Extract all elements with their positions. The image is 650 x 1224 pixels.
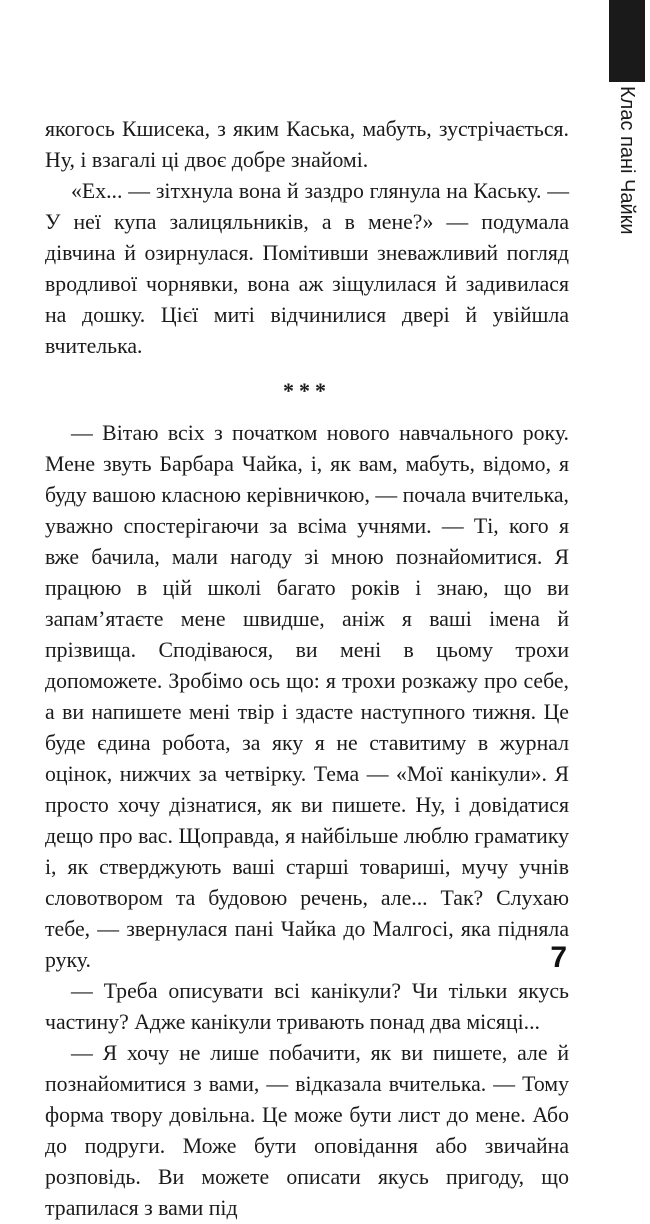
running-head: Клас пані Чайки [616, 86, 638, 235]
paragraph-4: — Треба описувати всі канікули? Чи тільки якусь частину? Адже канікули тривають понад два місяці... [45, 979, 569, 1034]
paragraph-3: — Вітаю всіх з початком нового навчального року. Мене звуть Барбара Чайка, і, як вам, мабуть, відомо, я буду вашою класною керівничкою, — почала вчителька, уважно спостерігаючи за всіма учнями. — Ті, кого я вже бачила, мали нагоду зі мною познайомитися. Я працюю в цій школі багато років і знаю, що ви запам’ятаєте мене швидше, аніж я ваші імена й прізвища. Сподіваюся, ви мені в цьому трохи допоможете. Зробімо ось що: я трохи розкажу про себе, а ви напишете мені твір і здасте наступного тижня. Це буде єдина робота, за яку я не ставитиму в журнал оцінок, нижчих за четвірку. Тема — «Мої канікули». Я просто хочу дізнатися, як ви пишете. Ну, і довідатися дещо про вас. Щоправда, я найбільше люблю граматику і, як стверджують ваші старші товариші, мучу учнів словотвором та будовою речень, але... Так? Слухаю тебе, — звернулася пані Чайка до Малгосі, яка підняла руку. [45, 421, 569, 972]
section-break: *** [283, 378, 331, 403]
paragraph-2: «Ех... — зітхнула вона й заздро глянула на Каську. — У неї купа залицяльників, а в мене?» — подумала дівчина й озирнулася. Помітивши зневажливий погляд вродливої чорнявки, вона аж зіщулилася й задивилася на дошку. Цієї миті відчинилися двері й увійшла вчителька. [45, 179, 569, 358]
page-number: 7 [550, 941, 567, 974]
page-edge-tab [609, 0, 645, 82]
paragraph-5: — Я хочу не лише побачити, як ви пишете, але й познайомитися з вами, — відказала вчителька. — Тому форма твору довільна. Це може бути лист до мене. Або до подруги. Може бути оповідання або звичайна розповідь. Ви можете описати якусь пригоду, що трапилася з вами під [45, 1041, 569, 1220]
page-body [45, 114, 569, 1224]
paragraph-1: якогось Кшисека, з яким Каська, мабуть, зустрічається. Ну, і взагалі ці двоє добре знайомі. [45, 117, 569, 172]
